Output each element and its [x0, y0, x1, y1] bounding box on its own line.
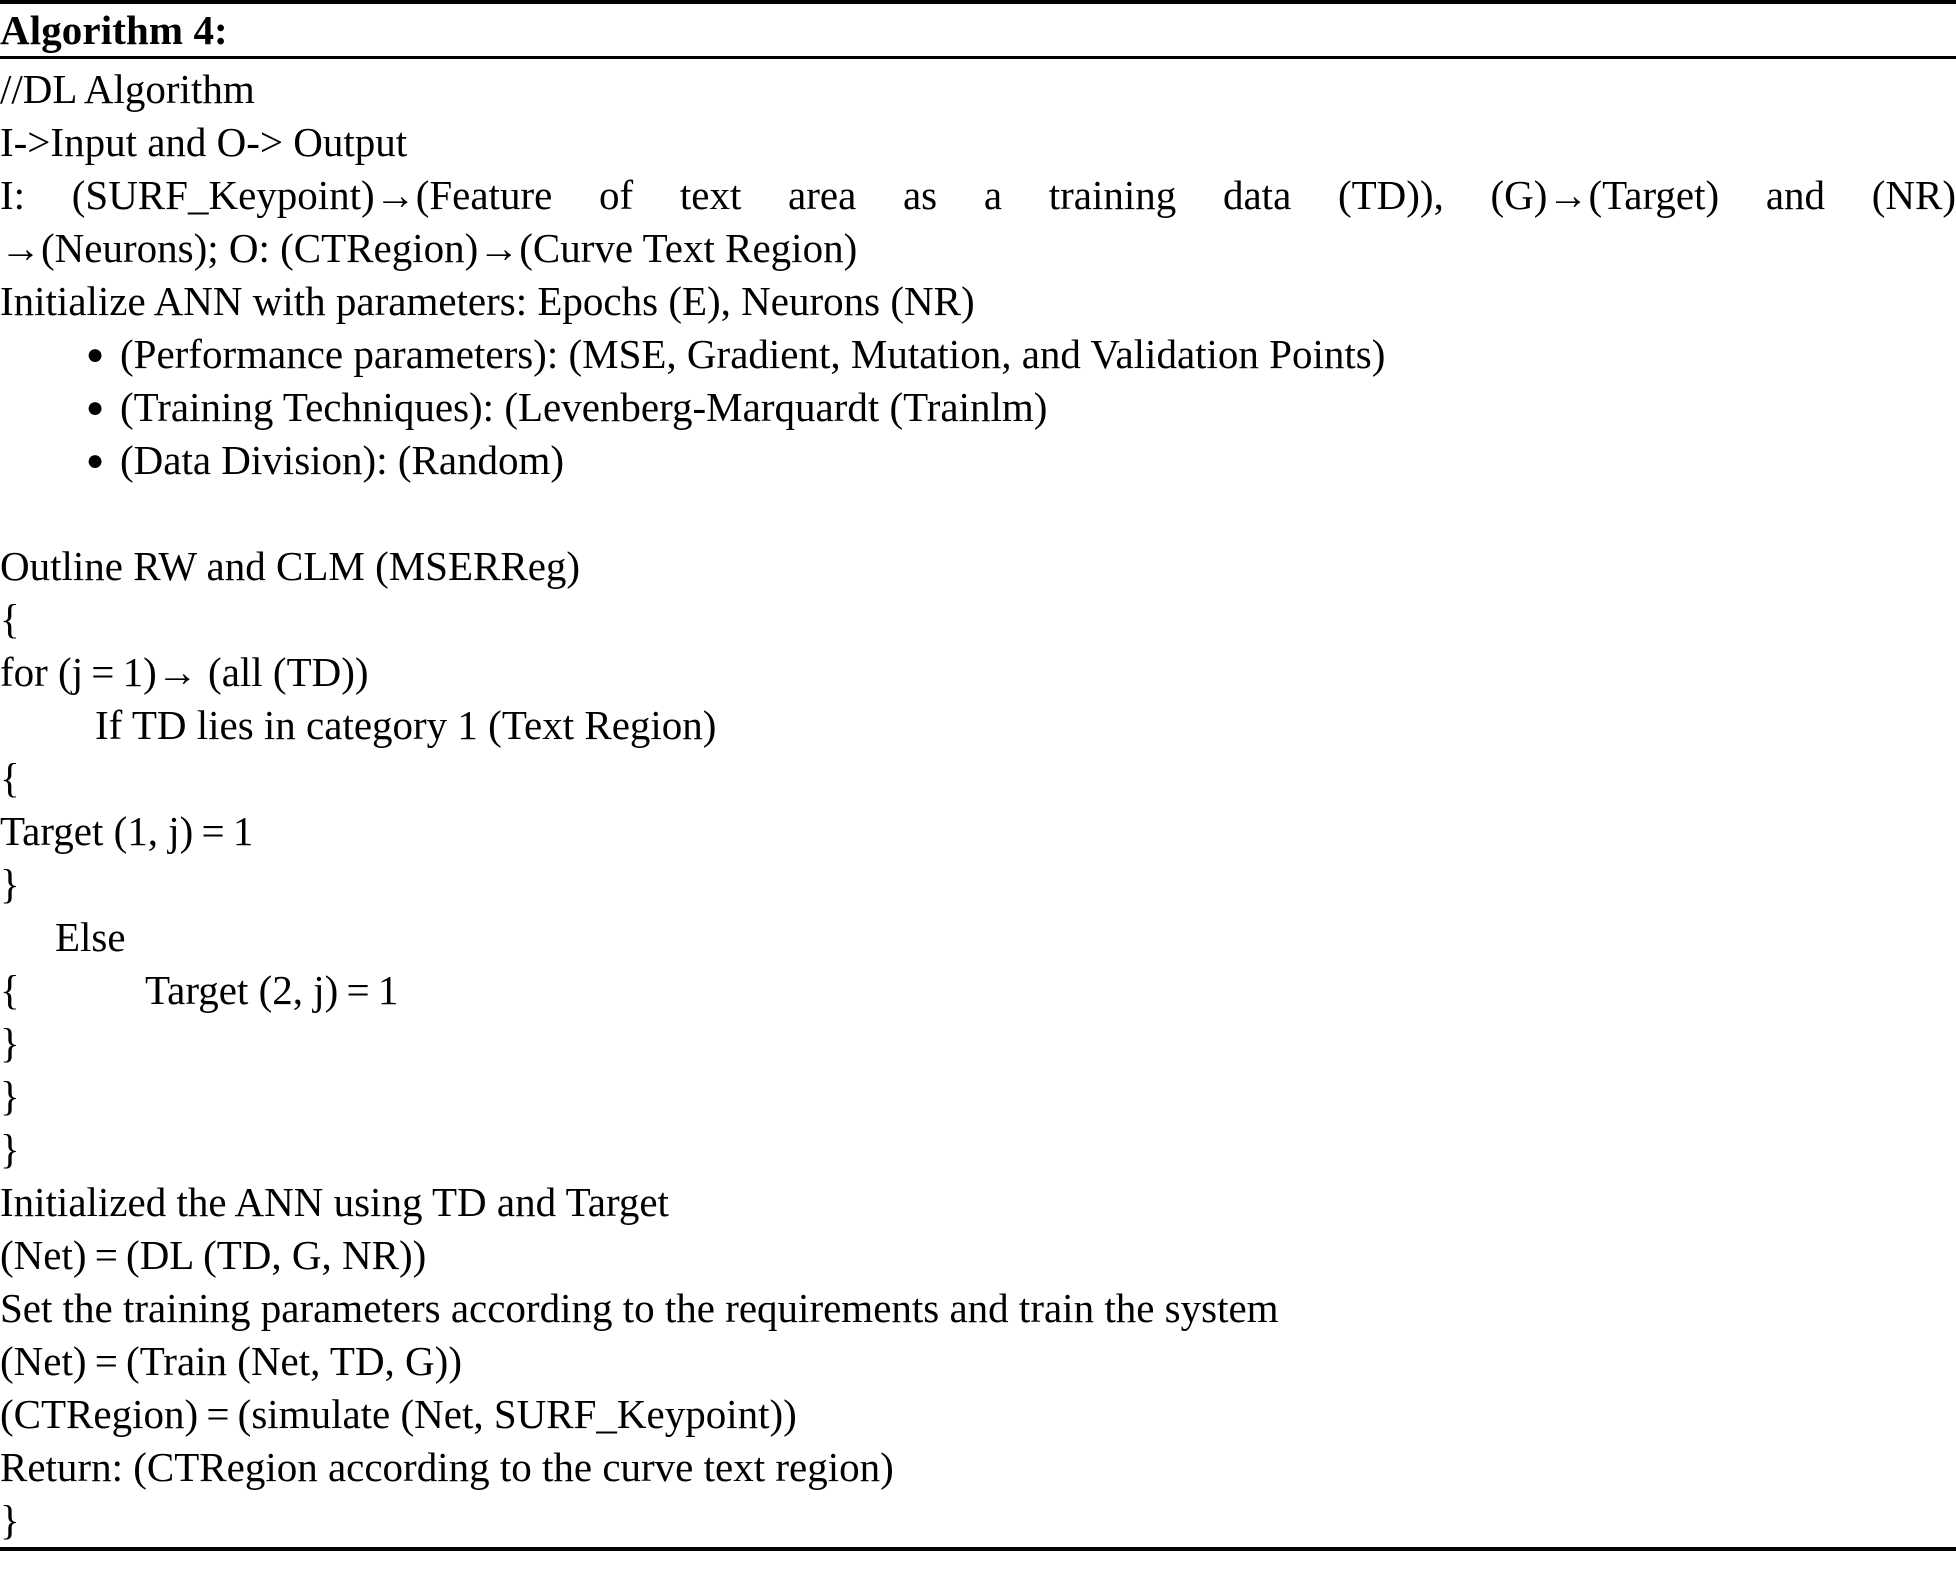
line-else: Else: [55, 914, 126, 960]
bullet-icon: ●: [86, 391, 105, 424]
line-initialized-ann: Initialized the ANN using TD and Target: [0, 1179, 669, 1225]
brace-close-outline: }: [0, 1126, 20, 1172]
line-for-loop: for (j = 1)→ (all (TD)): [0, 649, 369, 695]
bottom-rule: [0, 1547, 1956, 1551]
line-comment: //DL Algorithm: [0, 66, 255, 112]
line-target-category-2: Target (2, j) = 1: [145, 967, 399, 1013]
brace-open-else: {: [0, 967, 20, 1013]
line-ctregion-simulate: (CTRegion) = (simulate (Net, SURF_Keypoint)): [0, 1391, 797, 1437]
line-net-dl: (Net) = (DL (TD, G, NR)): [0, 1232, 427, 1278]
bullet-icon: ●: [86, 444, 105, 477]
list-item: [0, 328, 1956, 381]
line-input-continuation: →(Neurons); O: (CTRegion)→(Curve Text Region): [0, 225, 858, 271]
brace-close-final: }: [0, 1497, 20, 1543]
brace-close-for: }: [0, 1073, 20, 1119]
list-item: [0, 434, 1956, 487]
list-item-label: (Training Techniques): (Levenberg-Marquardt (Trainlm): [120, 384, 1048, 430]
brace-close-else: }: [0, 1020, 20, 1066]
line-outline: Outline RW and CLM (MSERReg): [0, 543, 581, 589]
brace-open-if: {: [0, 755, 20, 801]
line-return: Return: (CTRegion according to the curve text region): [0, 1444, 894, 1490]
bullet-icon: ●: [86, 338, 105, 371]
list-item: [0, 381, 1956, 434]
blank-line: [0, 487, 1956, 540]
algorithm-title: Algorithm 4:: [0, 7, 228, 53]
line-input-declaration: I: (SURF_Keypoint)→(Feature of text area as a training data (TD)), (G)→(Target) and (NR): [0, 172, 1956, 218]
line-io-legend: I->Input and O-> Output: [0, 119, 408, 165]
line-else-body: [0, 964, 1956, 1017]
line-set-training-parameters: Set the training parameters according to the requirements and train the system: [0, 1285, 1279, 1331]
list-item-label: (Data Division): (Random): [120, 437, 565, 483]
line-net-train: (Net) = (Train (Net, TD, G)): [0, 1338, 462, 1384]
algorithm-body: [0, 59, 1956, 1547]
line-initialize-ann: Initialize ANN with parameters: Epochs (E), Neurons (NR): [0, 278, 975, 324]
line-target-category-1: Target (1, j) = 1: [0, 808, 254, 854]
brace-close-if: }: [0, 861, 20, 907]
list-item-label: (Performance parameters): (MSE, Gradient, Mutation, and Validation Points): [120, 331, 1386, 377]
brace-open-outer: {: [0, 596, 20, 642]
line-if-condition: If TD lies in category 1 (Text Region): [95, 702, 717, 748]
